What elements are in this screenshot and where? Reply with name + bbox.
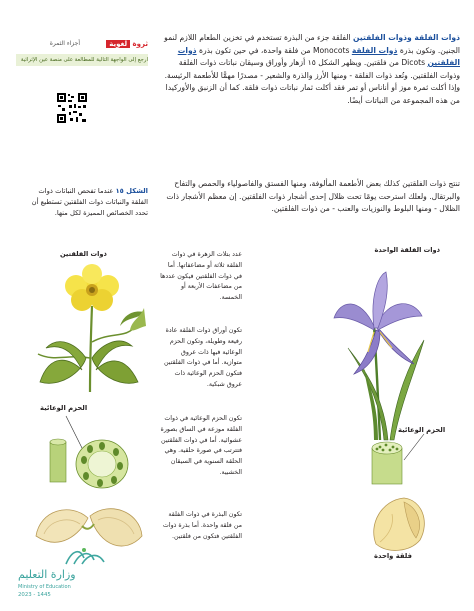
section-heading: ذوات الفلقة وذوات الفلقتين [353,33,460,42]
monocot-title: ذوات الفلقة الواحدة [374,246,440,254]
qr-code[interactable] [56,92,88,124]
intro-paragraph: ذوات الفلقة وذوات الفلقتين الفلقة جزء من البذرة تستخدم في تخزين الطعام اللازم لنمو الجنين. وتكون بذرة ذوات الفلقة Monocots من فلقة واحدة، في حين تكون بذرة ذوات الفلقتين Dicots من فلقتين. ويظهر الشكل ١٥ أزهار وأوراق وسيقان نباتات ذوات الفلقة وذوات الفلقتين. وتُعد ذوات الفلقة - ومنها الأرز والذرة والشعير - مصدرًا مهمًّا للأطعمة الرئيسة. وإذا أكلت ثمرة موز أو أناناس أو تمر فقد أكلت ثمار نباتات ذوات فلقة. كما أن الزنبق والأوركيدا من هذه المجموعة من النباتات أيضًا. [164,33,460,105]
figure-number: الشكل ١٥ [115,187,148,195]
dicot-title: ذوات الفلقتين [60,250,107,258]
monocot-seed-illustration [364,494,434,554]
glossary-label: أجزاء الثمرة [49,40,80,47]
comparison-seeds: تكون البذرة في ذوات الفلقة من فلقة واحدة. أما بذرة ذوات الفلقتين فتكون من فلقتين. [162,511,242,540]
ministry-name-en: Ministry of Education [18,584,71,590]
ministry-name-ar: وزارة التعليم [18,568,76,581]
figure-caption: الشكل ١٥ عندما تفحص النباتات ذوات الفلقة والنباتات ذوات الفلقتين تستطيع أن تحدد الخصائص المميزة لكل منها. [31,187,148,217]
monocot-flower-illustration [330,256,450,442]
glossary-link[interactable]: ارجع إلى الواجهة التالية للمطالعة على منصة عين الإثرائية [16,54,148,66]
ministry-logo-icon [62,544,108,568]
glossary-badge: ثروة لغوية [106,40,148,52]
edition-year: 2023 - 1445 [18,592,51,598]
one-seedleaf-label: فلقة واحدة [374,552,412,560]
monocot-stem-cross-section [346,432,446,492]
vascular-bundle-label-dicot: الحزم الوعائية [40,404,88,412]
dicot-flower-illustration [20,262,150,398]
comparison-leaves: تكون أوراق ذوات الفلقة عادة رفيعة وطويلة، وتكون الحزم الوعائية فيها ذات عروق متوازية. أما في ذوات الفلقتين فتكون الحزم الوعائية ذات عروق شبكية. [164,327,242,388]
dicot-stem-cross-section [26,412,136,494]
comparison-stems: تكون الحزم الوعائية في ذوات الفلقة موزعة في الساق بصورة عشوائية. أما في ذوات الفلقتين فتترتب في صورة حلقية. وهي الحلقة السنوية في السيقان الخشبية. [160,415,242,476]
term-monocots: ذوات الفلقة [351,45,398,55]
glossary-box [16,40,148,90]
dicots-paragraph: تنتج ذوات الفلقتين كذلك بعض الأطعمة المألوفة، ومنها الفستق والفاصولياء والحمص والتفاح والبرتقال. ولعلك استرحت يومًا تحت ظلال إحدى أشجار ذوات الفلقتين. إن معظم الأشجار ذات الظلال - ومنها البلوط والنوزيات والعنب - من ذوات الفلقتين. [166,179,460,214]
term-dicots: ذوات الفلقتين [177,45,460,68]
vascular-bundle-label-monocot: الحزم الوعائية [398,426,446,434]
comparison-flower-petals: عدد بتلات الزهرة في ذوات الفلقة ثلاثة أو مضاعفاتها. أما في ذوات الفلقتين فيكون عددها من مضاعفات الأربعة أو الخمسة. [160,251,242,302]
